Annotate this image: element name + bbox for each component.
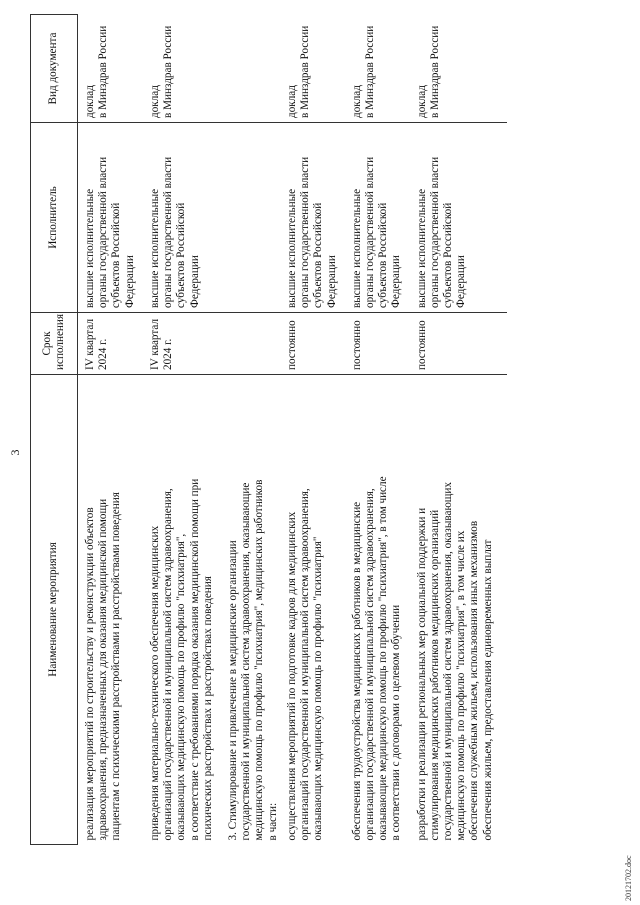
cell-text-line: доклад	[415, 85, 428, 118]
cell-text-line: доклад	[148, 85, 161, 118]
executor-cell	[227, 123, 286, 313]
cell-text-line: организаций государственной и муниципальной систем здравоохранения,	[299, 488, 312, 841]
cell-text-line: в Минздрав России	[299, 25, 312, 118]
cell-text-line: Федерации	[188, 255, 201, 308]
cell-text-line: IV квартал	[148, 318, 161, 370]
cell-text-line: органы государственной власти	[299, 156, 312, 308]
cell-text-line: высшие исполнительные	[415, 188, 428, 308]
cell-text-line: в части:	[266, 802, 279, 841]
document-type-cell	[286, 15, 351, 123]
cell-text-line: государственной и муниципальной систем здравоохранения, оказывающие	[240, 482, 253, 841]
header-deadline: Срок исполнения	[31, 313, 78, 375]
cell-text-line: субъектов Российской	[442, 202, 455, 308]
cell-text-line: органы государственной власти	[97, 156, 110, 308]
cell-text-line: доклад	[350, 85, 363, 118]
cell-text-line: оказывающие медицинскую помощь по профилю "психиатрия", в том числе	[377, 476, 390, 841]
cell-text-line: Федерации	[325, 255, 338, 308]
deadline-cell	[286, 313, 351, 375]
measures-table	[30, 14, 507, 845]
cell-text-line: органы государственной власти	[428, 156, 441, 308]
cell-text-line: организации государственной и муниципальной систем здравоохранения,	[363, 488, 376, 841]
measure-name-cell	[149, 375, 227, 845]
cell-text-line: субъектов Российской	[312, 202, 325, 308]
measure-name-cell	[78, 375, 149, 845]
cell-text-line: высшие исполнительные	[285, 188, 298, 308]
document-type-cell	[351, 15, 416, 123]
table-row	[149, 15, 227, 845]
executor-cell	[351, 123, 416, 313]
file-stamp: 20121702.doc	[624, 855, 633, 901]
cell-text-line: медицинскую помощь по профилю "психиатрия", в том числе их	[455, 530, 468, 841]
table-row	[286, 15, 351, 845]
document-type-cell	[227, 15, 286, 123]
cell-text-line: постоянно	[285, 320, 298, 370]
cell-text-line: оказывающих медицинскую помощь по профилю "психиатрия"	[312, 536, 325, 841]
deadline-cell	[227, 313, 286, 375]
measure-name-cell	[286, 375, 351, 845]
header-measure-name: Наименование мероприятия	[31, 375, 78, 845]
cell-text-line: в Минздрав России	[97, 25, 110, 118]
cell-text-line: медицинскую помощь по профилю "психиатрия", медицинских работников	[253, 479, 266, 841]
cell-text-line: высшие исполнительные	[84, 188, 96, 308]
executor-cell	[416, 123, 507, 313]
cell-text-line: здравоохранения, предназначенных для оказания медицинской помощи	[97, 498, 110, 841]
deadline-cell	[78, 313, 149, 375]
executor-cell	[149, 123, 227, 313]
cell-text-line: пациентам с психическими расстройствами и расстройствами поведения	[110, 492, 123, 841]
cell-text-line: приведения материально-технического обеспечения медицинских	[148, 525, 161, 841]
cell-text-line: 2024 г.	[97, 338, 110, 370]
cell-text-line: органы государственной власти	[162, 156, 175, 308]
cell-text-line: Федерации	[123, 255, 136, 308]
document-type-cell	[416, 15, 507, 123]
cell-text-line: IV квартал	[84, 318, 96, 370]
table-row	[78, 15, 149, 845]
cell-text-line: в соответствие с требованиями порядка оказания медицинской помощи при	[188, 478, 201, 841]
document-type-cell	[78, 15, 149, 123]
executor-cell	[286, 123, 351, 313]
cell-text-line: 2024 г.	[162, 338, 175, 370]
cell-text-line: 3. Стимулирование и привлечение в медицинские организации	[226, 540, 239, 841]
table-row	[416, 15, 507, 845]
page-number: 3	[8, 449, 22, 456]
cell-text-line: организаций государственной и муниципальной систем здравоохранения,	[162, 488, 175, 841]
cell-text-line: органы государственной власти	[363, 156, 376, 308]
cell-text-line: в соответствии с договорами о целевом обучении	[390, 604, 403, 841]
executor-cell	[78, 123, 149, 313]
document-type-cell	[149, 15, 227, 123]
cell-text-line: субъектов Российской	[377, 202, 390, 308]
header-document-type: Вид документа	[31, 15, 78, 123]
table-body	[78, 15, 507, 845]
measure-name-cell	[351, 375, 416, 845]
table-row	[351, 15, 416, 845]
cell-text-line: субъектов Российской	[175, 202, 188, 308]
cell-text-line: высшие исполнительные	[350, 188, 363, 308]
cell-text-line: доклад	[285, 85, 298, 118]
cell-text-line: стимулирования медицинских работников медицинских организаций	[428, 509, 441, 841]
cell-text-line: реализация мероприятий по строительству и реконструкции объектов	[84, 507, 96, 841]
cell-text-line: психических расстройствах и расстройствах поведения	[201, 576, 214, 841]
cell-text-line: Федерации	[455, 255, 468, 308]
cell-text-line: в Минздрав России	[162, 25, 175, 118]
cell-text-line: высшие исполнительные	[148, 188, 161, 308]
cell-text-line: доклад	[84, 85, 96, 118]
table-row	[227, 15, 286, 845]
cell-text-line: разработки и реализации региональных мер социальной поддержки и	[415, 507, 428, 841]
cell-text-line: в Минздрав России	[428, 25, 441, 118]
cell-text-line: обеспечения трудоустройства медицинских работников в медицинские	[350, 501, 363, 841]
cell-text-line: государственной и муниципальной систем здравоохранения, оказывающих	[442, 481, 455, 841]
deadline-cell	[149, 313, 227, 375]
measure-name-cell	[416, 375, 507, 845]
cell-text-line: в Минздрав России	[363, 25, 376, 118]
cell-text-line: оказывающих медицинскую помощь по профилю "психиатрия",	[175, 533, 188, 841]
header-executor: Исполнитель	[31, 123, 78, 313]
measure-name-cell	[227, 375, 286, 845]
deadline-cell	[416, 313, 507, 375]
table-header-row	[31, 15, 78, 845]
cell-text-line: осуществления мероприятий по подготовке кадров для медицинских	[285, 511, 298, 841]
cell-text-line: Федерации	[390, 255, 403, 308]
cell-text-line: постоянно	[415, 320, 428, 370]
cell-text-line: постоянно	[350, 320, 363, 370]
cell-text-line: субъектов Российской	[110, 202, 123, 308]
deadline-cell	[351, 313, 416, 375]
cell-text-line: обеспечения служебным жильем, использования иных механизмов	[468, 520, 481, 841]
cell-text-line: обеспечения жильем, предоставления единовременных выплат	[481, 539, 494, 841]
